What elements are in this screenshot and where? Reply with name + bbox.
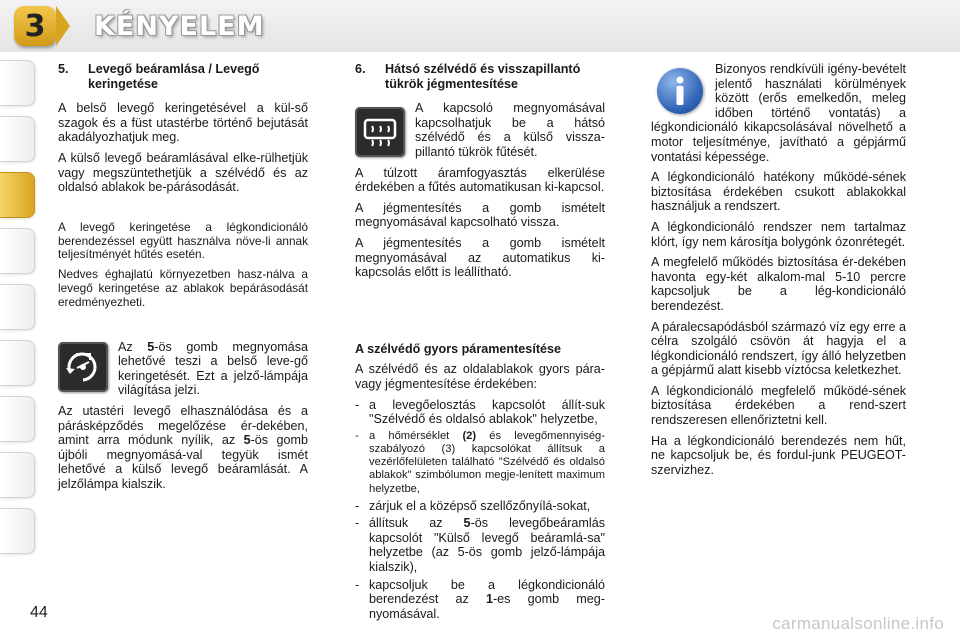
info-paragraph-6: A légkondicionáló megfelelő működé-sének biztosítása érdekében a rend-szert rendszeresen ellenőriztetni kell.	[651, 383, 906, 428]
defrost-paragraph-4: A jégmentesítés a gomb ismételt megnyomásával az automatikus ki-kapcsolás előtt is leállítható.	[355, 235, 605, 280]
section-5-number: 5.	[58, 62, 69, 76]
defrost-paragraph-2: A túlzott áramfogyasztás elkerülése érdekében a fűtés automatikusan ki-kapcsol.	[355, 165, 605, 195]
chapter-number: 3	[24, 8, 46, 44]
quick-demist-step-5: - kapcsoljuk be a légkondicionáló berendezést az 1-es gomb meg-nyomásával.	[355, 577, 605, 621]
info-paragraph-5: A páralecsapódásból származó víz egy erre a célra szolgáló csövön át hagyja el a légkondicionáló rendszert, így álló helyzetben a gépjármű alatt kisebb víztócsa keletkezhet.	[651, 319, 906, 378]
recirculation-button-illustration	[58, 342, 108, 392]
rear-defrost-icon	[355, 107, 405, 157]
section-6-title: Hátsó szélvédő és visszapillantó tükrök jégmentesítése	[385, 62, 581, 91]
chapter-tab-1[interactable]	[0, 60, 35, 106]
info-paragraph-2: A légkondicionáló hatékony működé-sének biztosítása érdekében csukott ablakokkal használjuk a rendszert.	[651, 170, 906, 214]
air-recirculation-icon	[58, 342, 108, 392]
column-2	[355, 62, 605, 624]
recirculation-button-text: Az 5-ös gomb megnyomása lehetővé teszi a belső leve-gő keringetését. Ezt a jelző-lámpája világítása jelzi.	[118, 339, 308, 398]
column-1	[58, 62, 308, 497]
section-6-number: 6.	[355, 62, 366, 76]
chapter-tab-4[interactable]	[0, 228, 35, 274]
chapter-title: KÉNYELEM	[94, 11, 265, 42]
chapter-tab-2[interactable]	[0, 116, 35, 162]
info-paragraph-4: A megfelelő működés biztosítása ér-dekében havonta egy-két alkalom-mal 5-10 percre kapcsoljuk be a lég-kondicionáló berendezést.	[651, 255, 906, 313]
info-paragraph-3: A légkondicionáló rendszer nem tartalmaz klórt, így nem károsítja bolygónk ózonrétegét.	[651, 219, 906, 249]
chapter-tab-8[interactable]	[0, 452, 35, 498]
watermark: carmanualsonline.info	[772, 614, 944, 633]
rear-defrost-button-illustration	[355, 107, 405, 157]
section-5-heading	[58, 62, 308, 91]
info-icon	[657, 68, 703, 114]
column-3	[651, 62, 906, 483]
defrost-paragraph-3: A jégmentesítés a gomb ismételt megnyomásával kapcsolható vissza.	[355, 200, 605, 230]
chapter-tab-6[interactable]	[0, 340, 35, 386]
chapter-tab-7[interactable]	[0, 396, 35, 442]
quick-demist-step-4: - állítsuk az 5-ös levegőbeáramlás kapcsolót "Külső levegő beáramlá-sa" helyzetbe (az 5-ös gomb jelző-lámpája kialszik),	[355, 516, 605, 575]
spacer	[58, 316, 308, 340]
chapter-tab-rail	[0, 60, 36, 580]
quick-demist-heading: A szélvédő gyors páramentesítése	[355, 341, 562, 356]
chapter-badge-tail	[56, 6, 70, 46]
recirculation-paragraph-1: A belső levegő keringetésével a kül-ső szagok és a füst utastérbe történő bejutását akadályozhatjuk meg.	[58, 101, 308, 145]
recirculation-paragraph-3: A levegő keringetése a légkondicionáló berendezéssel együtt használva növe-li annak teljesítményét hűtés esetén.	[58, 219, 308, 262]
page-number: 44	[30, 604, 48, 621]
quick-demist-step-3: - zárjuk el a középső szellőzőnyílá-sokat,	[355, 498, 591, 513]
spacer	[355, 286, 605, 342]
spacer	[58, 201, 308, 221]
chapter-tab-5[interactable]	[0, 284, 35, 330]
quick-demist-intro: A szélvédő és az oldalablakok gyors pára- vagy jégmentesítése érdekében:	[355, 362, 605, 391]
info-paragraph-7: Ha a légkondicionáló berendezés nem hűt, ne kapcsoljuk be, és fordul-junk PEUGEOT-szervizhez.	[651, 433, 906, 477]
chapter-tab-9[interactable]	[0, 508, 35, 554]
chapter-tab-3-active[interactable]	[0, 172, 35, 218]
defrost-paragraph-1: A kapcsoló megnyomásával kapcsolhatjuk be a hátsó szélvédő és a külső vissza-pillantó tükrök fűtését.	[415, 101, 605, 159]
recirculation-paragraph-2: A külső levegő beáramlásával elke-rülhetjük vagy megszüntethetjük a szélvédő és az oldalsó ablakok be-párásodását.	[58, 150, 308, 195]
recirculation-paragraph-6: Az utastéri levegő elhasználódása és a párásképződés megelőzése ér-dekében, amint arra módunk nyílik, az 5-ös gomb újbóli megnyomásá-val tegyük ismét lehetővé a külső levegő beáramlását. A jelzőlámpa kialszik.	[58, 403, 309, 491]
quick-demist-step-2: - a hőmérséklet (2) és levegőmennyiség-szabályozó (3) kapcsolókat állítsuk a vezérlőfelületen található "Szélvédő és oldalsó ablakok" szimbólumon megje-lenített maximum helyzetbe,	[355, 429, 606, 495]
info-note-illustration	[657, 68, 703, 114]
info-paragraph-1: Bizonyos rendkívüli igény-bevételt jelentő használati körülmények között (erős emelkedőn, meleg időben történő vontatás) a légkondicionáló kikapcsolásával növelhető a motor teljesítménye, javítható a gépjármű vontatási képessége.	[651, 62, 906, 164]
quick-demist-step-1: - a levegőelosztás kapcsolót állít-suk "Szélvédő és oldalsó ablakok" helyzetbe,	[355, 397, 605, 427]
section-6-heading	[355, 62, 605, 91]
chapter-badge	[14, 6, 56, 46]
section-5-title: Levegő beáramlása / Levegő keringetése	[88, 62, 260, 91]
recirculation-paragraph-4: Nedves éghajlatú környezetben hasz-nálva a levegő keringetése az ablakok bepárásodását eredményezheti.	[58, 267, 308, 309]
